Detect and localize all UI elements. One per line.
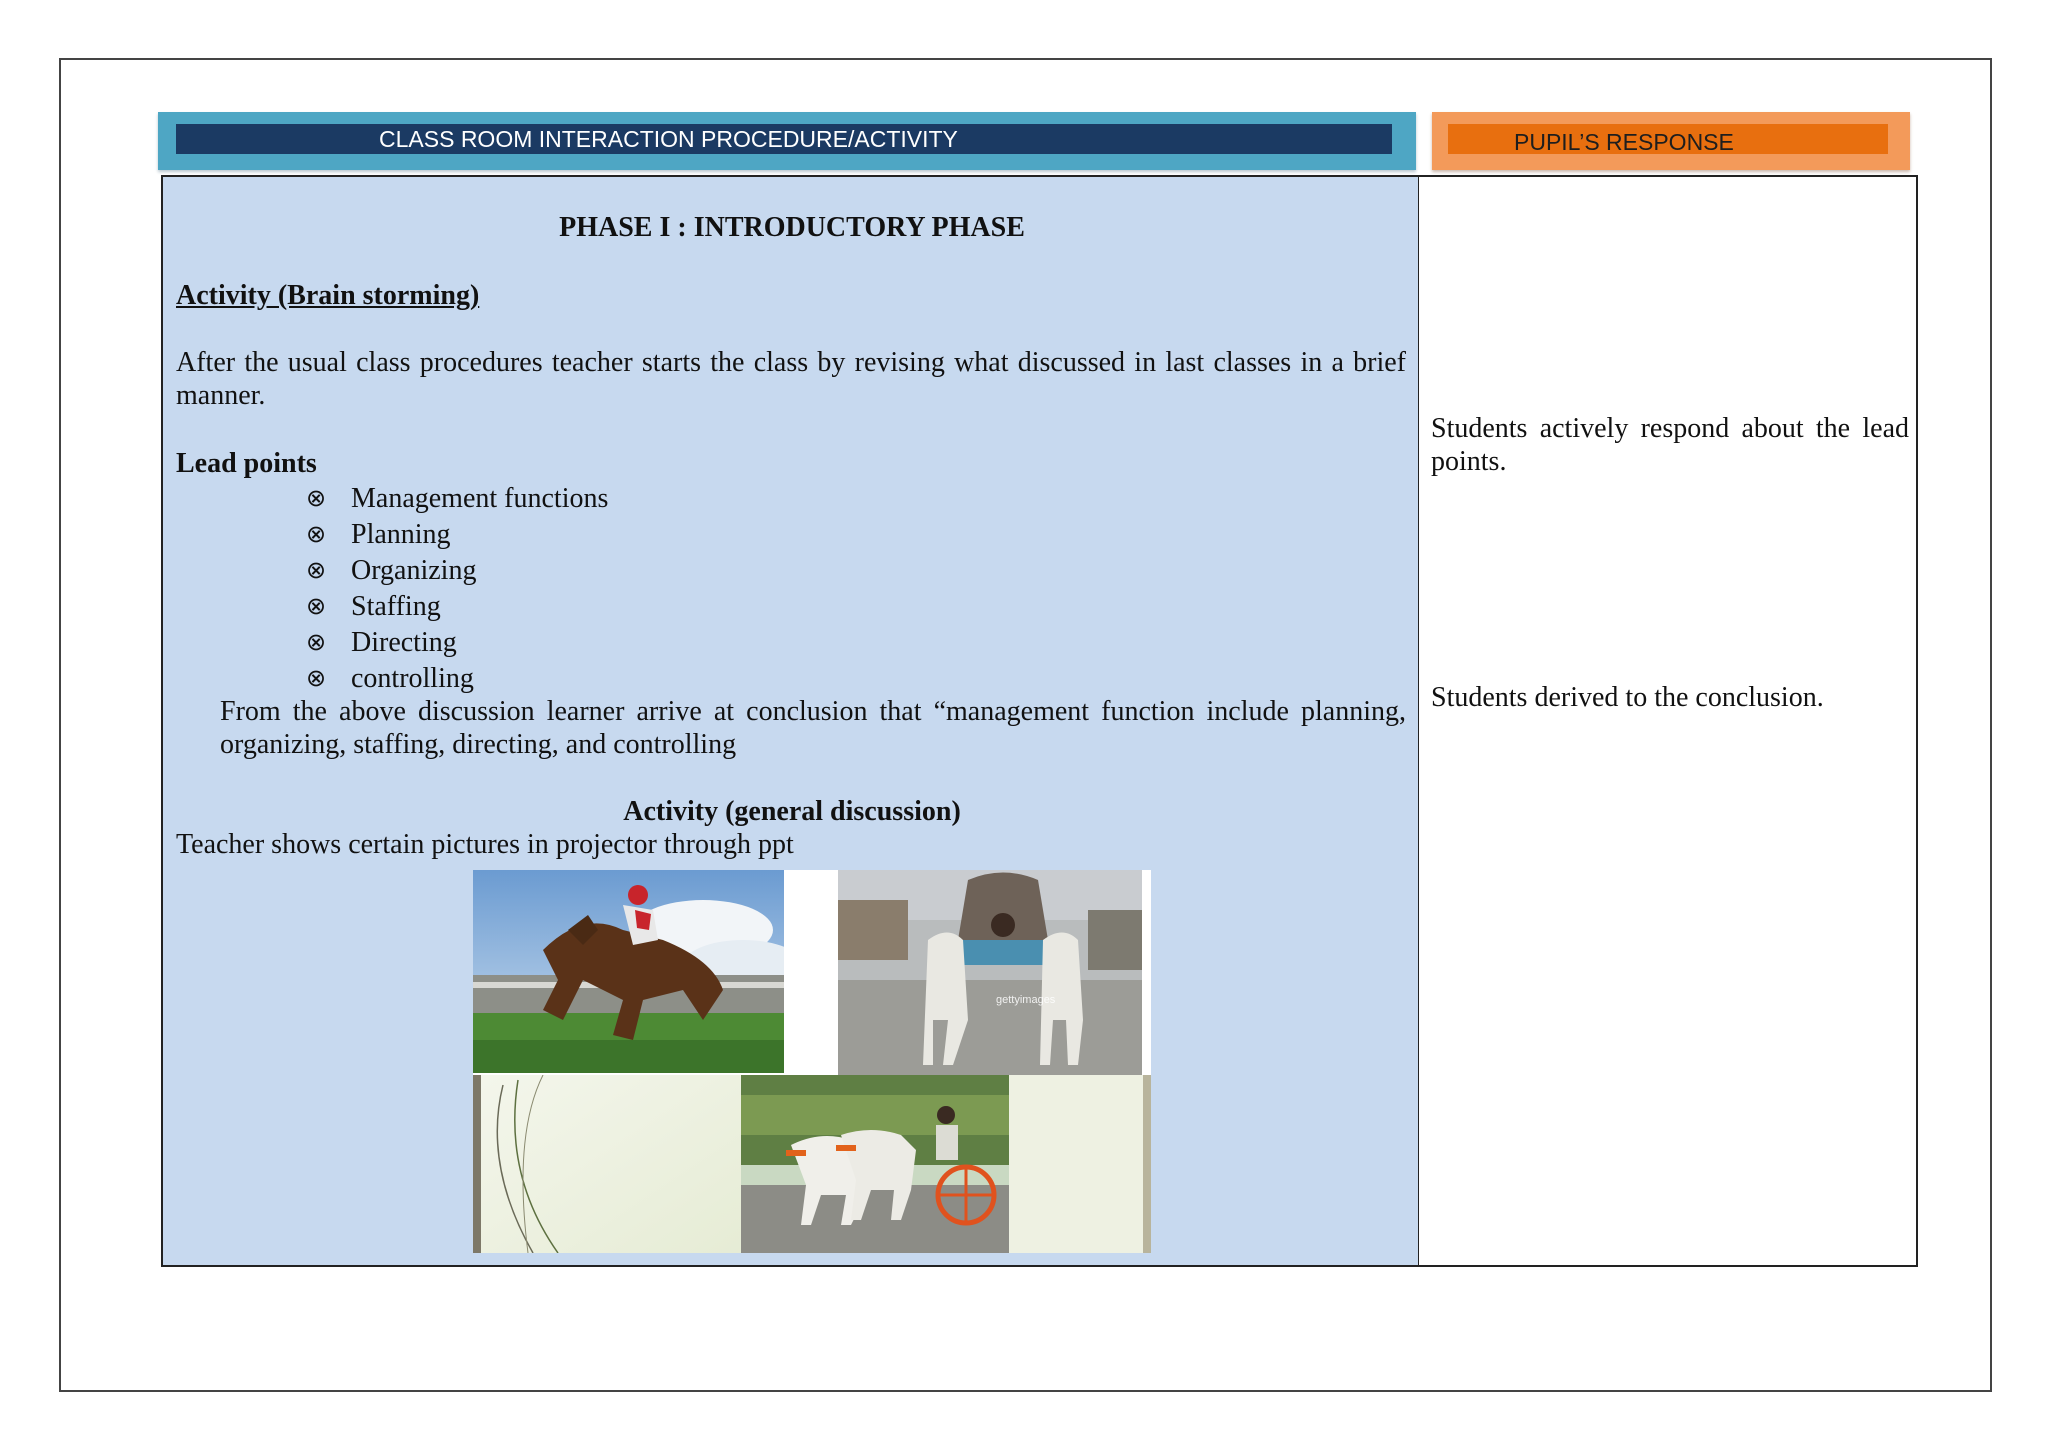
circled-x-icon: ⊗ [306, 484, 327, 512]
watermark-text: gettyimages [996, 994, 1056, 1006]
activity-discussion-title: Activity (general discussion) [623, 796, 961, 827]
circled-x-icon: ⊗ [306, 592, 327, 620]
response-cell [1418, 175, 1918, 1267]
circled-x-icon: ⊗ [306, 664, 327, 692]
horse-racing-photo [473, 870, 784, 1073]
circled-x-icon: ⊗ [306, 556, 327, 584]
slide-background-right [1009, 1075, 1151, 1253]
phase-title: PHASE I : INTRODUCTORY PHASE [559, 212, 1025, 243]
header-right-title: PUPIL’S RESPONSE [1514, 129, 1734, 155]
lead-point-text: Organizing [351, 555, 477, 586]
circled-x-icon: ⊗ [306, 520, 327, 548]
intro-paragraph: After the usual class procedures teacher starts the class by revising what discussed in last classes in a brief manner. [176, 347, 1406, 411]
lead-point-text: Management functions [351, 483, 609, 514]
conclusion-paragraph: From the above discussion learner arrive at conclusion that “management function include planning, organizing, staffing, directing, and controlling [220, 696, 1406, 760]
header-right-bar [1448, 124, 1888, 154]
response-conclusion: Students derived to the conclusion. [1431, 682, 1824, 713]
activity-discussion-text: Teacher shows certain pictures in projector through ppt [176, 829, 794, 860]
lead-point-text: controlling [351, 663, 474, 694]
lead-point-text: Directing [351, 627, 457, 658]
lead-points-heading: Lead points [176, 448, 317, 479]
response-lead-points: Students actively respond about the lead points. [1431, 413, 1909, 477]
bullock-cart-photo [838, 870, 1142, 1075]
circled-x-icon: ⊗ [306, 628, 327, 656]
activity-brainstorming-title: Activity (Brain storming) [176, 280, 480, 311]
bullock-race-photo [741, 1075, 1009, 1253]
header-left-bar [176, 124, 1392, 154]
slide-background-left [473, 1075, 741, 1253]
lead-point-text: Staffing [351, 591, 441, 622]
header-left-title: CLASS ROOM INTERACTION PROCEDURE/ACTIVITY [379, 126, 958, 152]
projector-slide-collage [473, 870, 1151, 1253]
lead-point-text: Planning [351, 519, 451, 550]
